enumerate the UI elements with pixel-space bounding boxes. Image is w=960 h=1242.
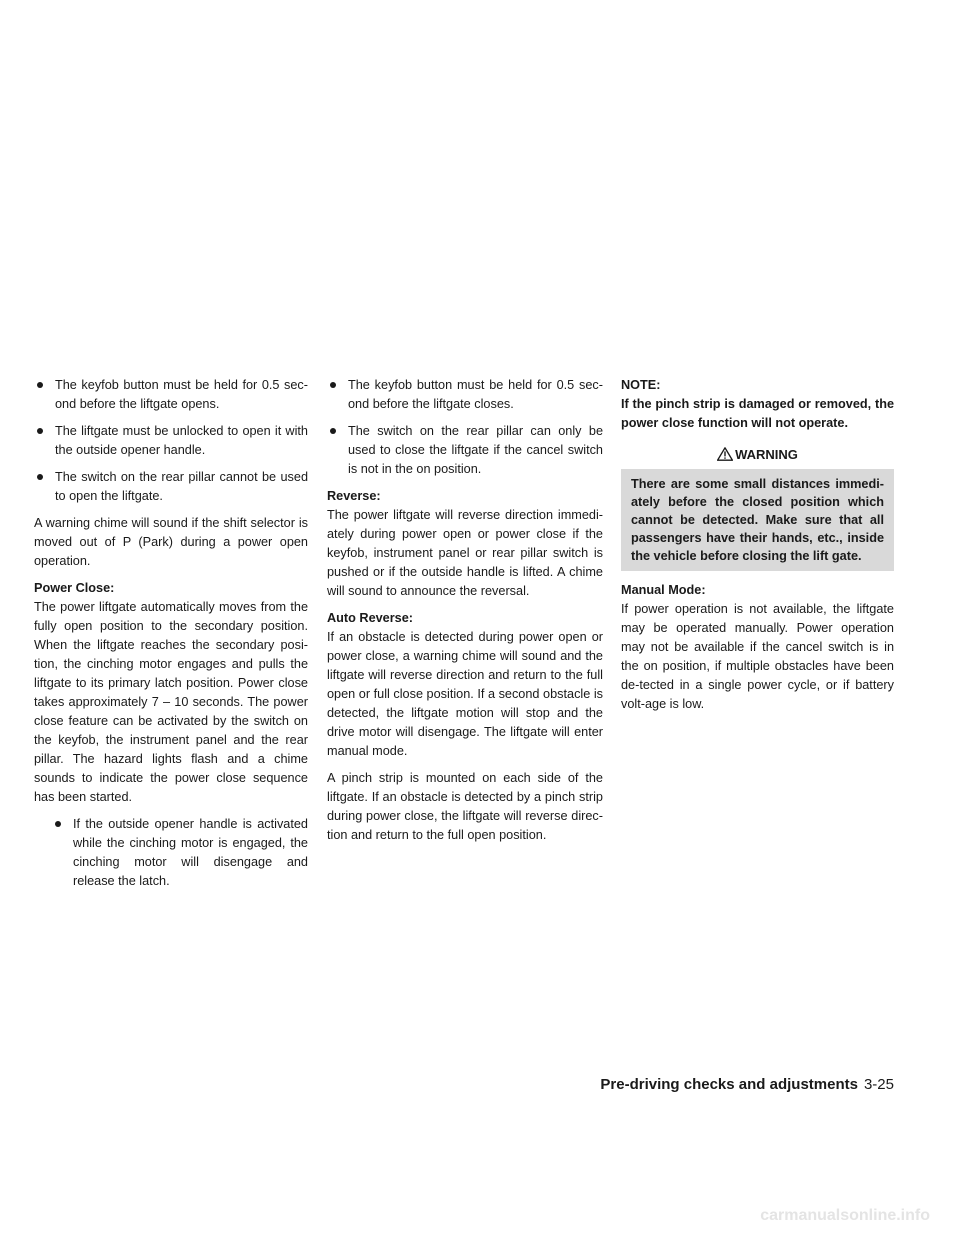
list-item [327,376,603,414]
reverse-heading: Reverse: [327,489,381,503]
note-heading: NOTE: [621,378,661,392]
manual-mode-heading: Manual Mode: [621,583,706,597]
auto-reverse-heading: Auto Reverse: [327,611,414,625]
page-footer [560,1076,894,1093]
list-item [34,422,308,460]
section-title: Pre-driving checks and adjustments [600,1076,858,1093]
auto-reverse-paragraph: If an obstacle is detected during power open or power close, a warning chime will sound and the liftgate will reverse direction and return to the full open or full close position. If a second obstacle is detected, the liftgate motion will stop and the drive motor will disengage. The liftgate will enter manual mode. [327,630,603,758]
list-item [34,468,308,506]
column-1 [34,376,308,899]
bullet-text: The switch on the rear pillar can only be used to close the liftgate if the cancel switch is not in the on position. [348,424,603,476]
warning-title: WARNING [735,447,798,462]
power-close-heading: Power Close: [34,581,115,595]
list-item [52,815,308,891]
bullet-text: The liftgate must be unlocked to open it with the outside opener handle. [55,424,308,457]
watermark: carmanualsonline.info [760,1207,930,1224]
column-2 [327,376,603,853]
warning-text: There are some small distances immedi-ately before the closed position which cannot be detected. Make sure that all passengers have their hands, etc., inside the vehicle before closing the lift gate. [631,477,884,563]
power-close-paragraph: The power liftgate automatically moves from the fully open position to the secondary position. When the liftgate reaches the secondary posi-tion, the cinching motor engages and pulls the liftgate to its primary latch position. Power close takes approximately 7 – 10 seconds. The power close feature can be activated by the switch on the keyfob, the instrument panel and the rear pillar. The hazard lights flash and a chime sounds to indicate the power close sequence has been started. [34,600,308,804]
bullet-icon [55,821,61,827]
warning-box [621,445,894,571]
bullet-text: The keyfob button must be held for 0.5 sec-ond before the liftgate closes. [348,378,603,411]
reverse-paragraph: The power liftgate will reverse direction immedi-ately during power open or power close if the keyfob, instrument panel or rear pillar switch is pushed or if the outside handle is lifted. A chime will sound to announce the reversal. [327,508,603,598]
pinch-strip-paragraph: A pinch strip is mounted on each side of the liftgate. If an obstacle is detected by a pinch strip during power close, the liftgate will reverse direc-tion and return to the full open position. [327,771,603,842]
bullet-text: The switch on the rear pillar cannot be used to open the liftgate. [55,470,308,503]
bullet-icon [330,428,336,434]
list-item [34,376,308,414]
bullet-text: If the outside opener handle is activated while the cinching motor is engaged, the cinching motor will disengage and release the latch. [73,817,308,888]
warning-header [621,445,894,469]
bullet-icon [37,428,43,434]
page-number: 3-25 [863,1076,894,1093]
note-text: If the pinch strip is damaged or removed, the power close function will not operate. [621,397,894,430]
manual-mode-paragraph: If power operation is not available, the liftgate may be operated manually. Power operation may not be available if the cancel switch is in the on position, if multiple obstacles have been de-tected in a single power cycle, or if battery volt-age is low. [621,602,894,711]
warning-triangle-icon [717,447,733,461]
column-3 [621,376,894,722]
chime-paragraph: A warning chime will sound if the shift selector is moved out of P (Park) during a power open operation. [34,516,308,568]
bullet-icon [37,474,43,480]
bullet-icon [330,382,336,388]
list-item [327,422,603,479]
bullet-text: The keyfob button must be held for 0.5 sec-ond before the liftgate opens. [55,378,308,411]
bullet-icon [37,382,43,388]
